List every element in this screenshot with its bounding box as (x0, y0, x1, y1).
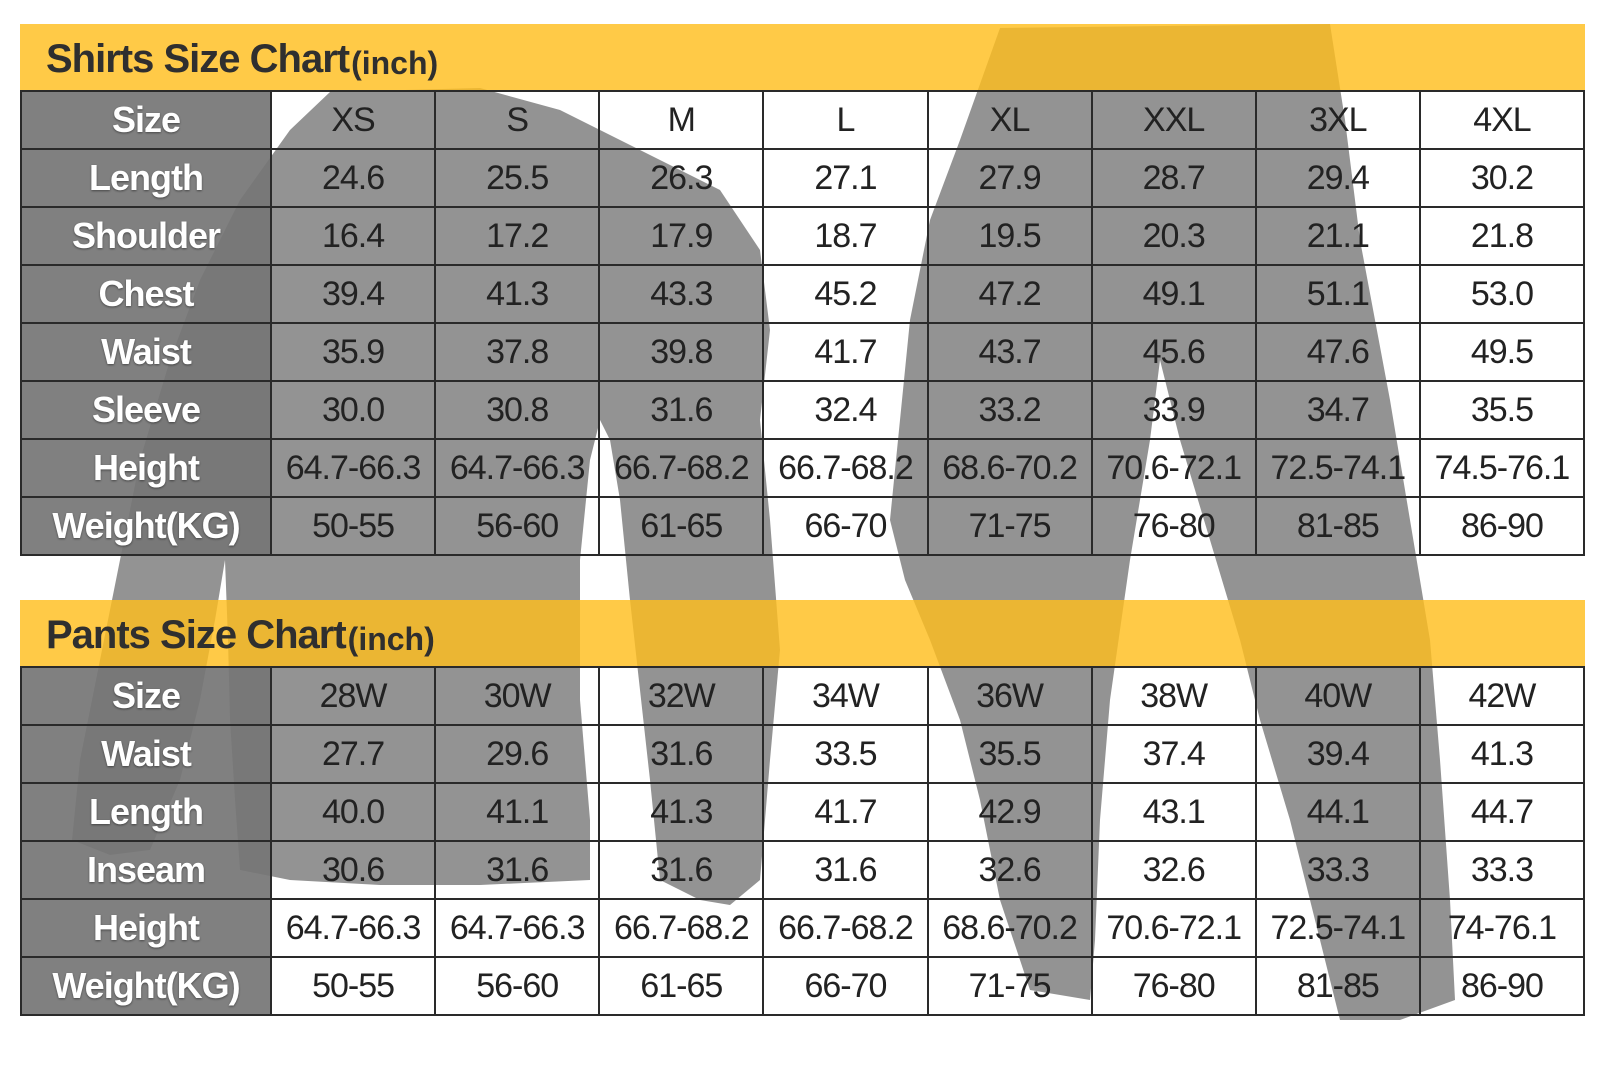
table-cell: 41.1 (435, 783, 599, 841)
table-cell: 38W (1092, 667, 1256, 725)
table-cell: 47.2 (928, 265, 1092, 323)
table-row (21, 957, 1584, 1015)
pants-chart-header (20, 600, 1585, 666)
table-cell: 43.7 (928, 323, 1092, 381)
table-cell: 51.1 (1256, 265, 1420, 323)
row-label: Chest (21, 265, 271, 323)
table-cell: 42.9 (928, 783, 1092, 841)
table-cell: XL (928, 91, 1092, 149)
row-label: Inseam (21, 841, 271, 899)
pants-chart-unit: (inch) (347, 621, 435, 657)
shirts-chart-unit: (inch) (351, 45, 439, 81)
table-cell: 81-85 (1256, 497, 1420, 555)
table-cell: 66.7-68.2 (763, 899, 927, 957)
row-label: Height (21, 439, 271, 497)
table-cell: 49.1 (1092, 265, 1256, 323)
table-row (21, 841, 1584, 899)
table-cell: 66.7-68.2 (599, 899, 763, 957)
row-label: Length (21, 783, 271, 841)
table-row (21, 207, 1584, 265)
table-cell: 35.5 (1420, 381, 1584, 439)
shirts-chart-header (20, 24, 1585, 90)
table-cell: 33.2 (928, 381, 1092, 439)
table-cell: 53.0 (1420, 265, 1584, 323)
table-row (21, 381, 1584, 439)
table-cell: 74-76.1 (1420, 899, 1584, 957)
table-cell: 17.2 (435, 207, 599, 265)
row-label: Length (21, 149, 271, 207)
table-cell: 64.7-66.3 (271, 439, 435, 497)
table-cell: 61-65 (599, 957, 763, 1015)
table-cell: 43.3 (599, 265, 763, 323)
table-cell: 31.6 (599, 841, 763, 899)
table-cell: 32.6 (1092, 841, 1256, 899)
table-cell: 32.4 (763, 381, 927, 439)
table-row (21, 783, 1584, 841)
table-row (21, 265, 1584, 323)
table-cell: 27.9 (928, 149, 1092, 207)
table-cell: 76-80 (1092, 497, 1256, 555)
table-cell: L (763, 91, 927, 149)
table-cell: 30.6 (271, 841, 435, 899)
row-label: Size (21, 667, 271, 725)
table-cell: 72.5-74.1 (1256, 439, 1420, 497)
table-cell: 74.5-76.1 (1420, 439, 1584, 497)
table-cell: 41.3 (599, 783, 763, 841)
table-cell: 30.8 (435, 381, 599, 439)
table-cell: 76-80 (1092, 957, 1256, 1015)
table-cell: 26.3 (599, 149, 763, 207)
table-cell: 27.1 (763, 149, 927, 207)
table-row (21, 899, 1584, 957)
table-cell: 45.2 (763, 265, 927, 323)
row-label: Waist (21, 725, 271, 783)
table-row (21, 497, 1584, 555)
table-cell: XXL (1092, 91, 1256, 149)
table-cell: 68.6-70.2 (928, 439, 1092, 497)
table-cell: 39.4 (1256, 725, 1420, 783)
table-cell: 3XL (1256, 91, 1420, 149)
table-cell: 28W (271, 667, 435, 725)
table-cell: 66.7-68.2 (763, 439, 927, 497)
table-cell: 19.5 (928, 207, 1092, 265)
table-cell: 24.6 (271, 149, 435, 207)
row-label: Waist (21, 323, 271, 381)
table-cell: 33.9 (1092, 381, 1256, 439)
pants-size-chart (20, 600, 1585, 1016)
table-cell: 68.6-70.2 (928, 899, 1092, 957)
table-cell: 29.4 (1256, 149, 1420, 207)
table-cell: 50-55 (271, 497, 435, 555)
table-cell: 72.5-74.1 (1256, 899, 1420, 957)
table-cell: 56-60 (435, 497, 599, 555)
table-cell: 49.5 (1420, 323, 1584, 381)
table-cell: 42W (1420, 667, 1584, 725)
shirts-size-table (20, 90, 1585, 556)
table-cell: 44.1 (1256, 783, 1420, 841)
table-cell: 27.7 (271, 725, 435, 783)
table-cell: 86-90 (1420, 957, 1584, 1015)
table-cell: 34.7 (1256, 381, 1420, 439)
table-cell: 31.6 (763, 841, 927, 899)
row-label: Weight(KG) (21, 957, 271, 1015)
table-cell: 71-75 (928, 957, 1092, 1015)
table-cell: 30.2 (1420, 149, 1584, 207)
table-cell: 66-70 (763, 497, 927, 555)
table-cell: 17.9 (599, 207, 763, 265)
row-label: Sleeve (21, 381, 271, 439)
row-label: Height (21, 899, 271, 957)
table-cell: 45.6 (1092, 323, 1256, 381)
table-cell: 33.3 (1420, 841, 1584, 899)
table-cell: 66-70 (763, 957, 927, 1015)
table-cell: 86-90 (1420, 497, 1584, 555)
table-cell: 28.7 (1092, 149, 1256, 207)
table-cell: 31.6 (599, 381, 763, 439)
table-cell: XS (271, 91, 435, 149)
shirts-chart-title: Shirts Size Chart (46, 37, 350, 81)
table-row (21, 439, 1584, 497)
table-row (21, 91, 1584, 149)
table-cell: 37.8 (435, 323, 599, 381)
table-cell: 41.3 (435, 265, 599, 323)
table-cell: 70.6-72.1 (1092, 899, 1256, 957)
row-label: Shoulder (21, 207, 271, 265)
table-cell: 30W (435, 667, 599, 725)
table-cell: 31.6 (599, 725, 763, 783)
table-cell: 35.5 (928, 725, 1092, 783)
table-cell: 20.3 (1092, 207, 1256, 265)
table-cell: 41.7 (763, 783, 927, 841)
table-cell: 81-85 (1256, 957, 1420, 1015)
table-cell: 41.3 (1420, 725, 1584, 783)
pants-size-table (20, 666, 1585, 1016)
table-cell: 16.4 (271, 207, 435, 265)
row-label: Size (21, 91, 271, 149)
table-cell: 61-65 (599, 497, 763, 555)
table-cell: 32W (599, 667, 763, 725)
table-row (21, 667, 1584, 725)
table-row (21, 323, 1584, 381)
table-cell: 41.7 (763, 323, 927, 381)
shirts-size-chart (20, 24, 1585, 556)
table-cell: 70.6-72.1 (1092, 439, 1256, 497)
table-cell: 34W (763, 667, 927, 725)
table-cell: 39.4 (271, 265, 435, 323)
table-cell: 47.6 (1256, 323, 1420, 381)
table-cell: 64.7-66.3 (271, 899, 435, 957)
table-cell: 30.0 (271, 381, 435, 439)
table-cell: 31.6 (435, 841, 599, 899)
table-cell: 40W (1256, 667, 1420, 725)
table-cell: 37.4 (1092, 725, 1256, 783)
table-cell: 39.8 (599, 323, 763, 381)
table-cell: 66.7-68.2 (599, 439, 763, 497)
table-cell: 50-55 (271, 957, 435, 1015)
table-cell: M (599, 91, 763, 149)
table-cell: 29.6 (435, 725, 599, 783)
row-label: Weight(KG) (21, 497, 271, 555)
table-cell: 4XL (1420, 91, 1584, 149)
table-row (21, 149, 1584, 207)
table-cell: 21.1 (1256, 207, 1420, 265)
table-cell: 71-75 (928, 497, 1092, 555)
table-cell: 44.7 (1420, 783, 1584, 841)
table-cell: 25.5 (435, 149, 599, 207)
table-cell: 64.7-66.3 (435, 899, 599, 957)
table-cell: 36W (928, 667, 1092, 725)
table-cell: S (435, 91, 599, 149)
table-cell: 18.7 (763, 207, 927, 265)
table-row (21, 725, 1584, 783)
table-cell: 32.6 (928, 841, 1092, 899)
table-cell: 64.7-66.3 (435, 439, 599, 497)
table-cell: 43.1 (1092, 783, 1256, 841)
pants-chart-title: Pants Size Chart (46, 613, 346, 657)
table-cell: 33.3 (1256, 841, 1420, 899)
table-cell: 33.5 (763, 725, 927, 783)
table-cell: 35.9 (271, 323, 435, 381)
table-cell: 40.0 (271, 783, 435, 841)
table-cell: 56-60 (435, 957, 599, 1015)
table-cell: 21.8 (1420, 207, 1584, 265)
